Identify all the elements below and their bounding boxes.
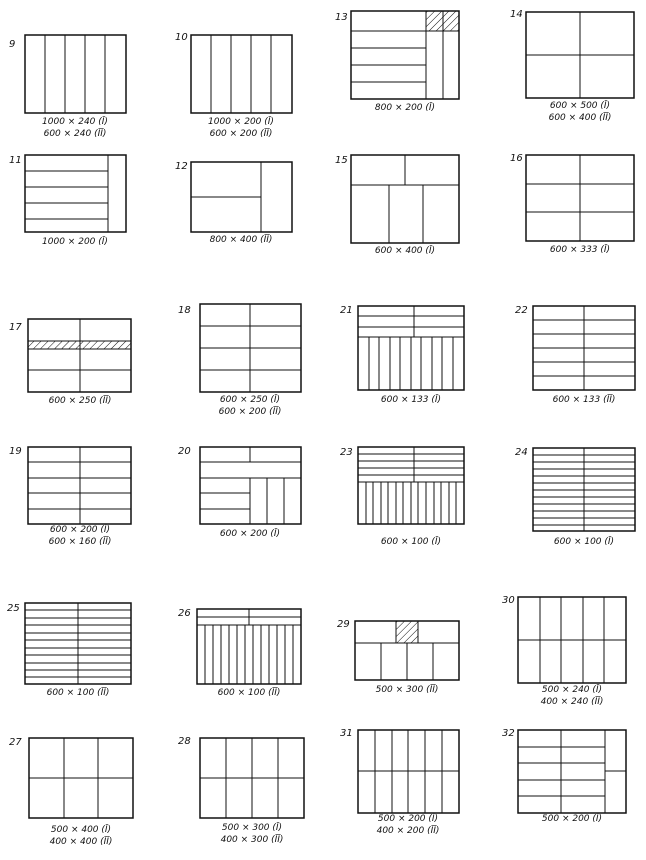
size-label: 400 × 200 (ĪĪ) [376, 826, 440, 836]
size-label: 600 × 500 (Ī) [549, 101, 611, 111]
size-label: 500 × 240 (Ī) [541, 685, 603, 695]
diagram-number: 18 [178, 305, 191, 316]
size-label: 600 × 100 (ĪĪ) [217, 688, 281, 698]
size-label: 800 × 200 (Ī) [374, 103, 436, 113]
size-label: 500 × 300 (ĪĪ) [375, 685, 439, 695]
diagram-11 [9, 155, 126, 247]
panel-outline [191, 35, 292, 113]
size-label: 600 × 240 (ĪĪ) [43, 129, 107, 139]
diagram-13 [335, 11, 459, 113]
diagram-number: 28 [178, 736, 191, 747]
diagram-31 [340, 728, 459, 836]
diagram-18 [178, 304, 301, 417]
size-label: 500 × 300 (Ī) [221, 823, 283, 833]
size-label: 500 × 200 (Ī) [541, 814, 603, 824]
size-label: 1000 × 200 (Ī) [42, 237, 108, 247]
size-label: 400 × 300 (ĪĪ) [220, 835, 284, 845]
diagram-number: 24 [515, 447, 528, 458]
diagram-26 [178, 608, 301, 698]
size-label: 600 × 100 (Ī) [380, 537, 442, 547]
diagram-number: 11 [9, 155, 22, 166]
size-label: 600 × 250 (Ī) [219, 395, 281, 405]
panel-outline [25, 155, 126, 232]
panel-outline [25, 35, 126, 113]
size-label: 600 × 160 (ĪĪ) [48, 537, 112, 547]
diagram-number: 15 [335, 155, 348, 166]
diagram-30 [502, 595, 626, 707]
diagram-15 [335, 155, 459, 256]
diagram-32 [502, 728, 626, 824]
diagram-22 [515, 305, 635, 405]
diagram-21 [340, 305, 464, 405]
size-label: 600 × 250 (ĪĪ) [48, 396, 112, 406]
size-label: 600 × 100 (Ī) [553, 537, 615, 547]
diagram-29 [337, 619, 459, 695]
waste-hatch [396, 621, 418, 643]
diagram-25 [7, 603, 131, 698]
size-label: 600 × 100 (ĪĪ) [46, 688, 110, 698]
diagram-number: 29 [337, 619, 350, 630]
diagram-28 [178, 736, 304, 845]
size-label: 1000 × 240 (Ī) [42, 117, 108, 127]
diagram-20 [178, 446, 301, 539]
size-label: 600 × 400 (Ī) [374, 246, 436, 256]
diagram-12 [175, 161, 292, 245]
diagram-number: 19 [9, 446, 22, 457]
size-label: 600 × 200 (ĪĪ) [209, 129, 273, 139]
diagram-23 [340, 447, 464, 547]
diagram-14 [510, 9, 634, 123]
size-label: 800 × 400 (ĪĪ) [209, 235, 273, 245]
size-label: 500 × 200 (Ī) [377, 814, 439, 824]
diagram-number: 30 [502, 595, 515, 606]
diagram-9 [9, 35, 126, 139]
diagram-number: 26 [178, 608, 191, 619]
size-label: 600 × 133 (Ī) [380, 395, 442, 405]
size-label: 400 × 240 (ĪĪ) [540, 697, 604, 707]
diagram-number: 14 [510, 9, 523, 20]
diagram-number: 17 [9, 322, 22, 333]
size-label: 600 × 400 (ĪĪ) [548, 113, 612, 123]
diagram-10 [175, 32, 292, 139]
diagram-number: 9 [9, 39, 16, 50]
diagram-number: 12 [175, 161, 188, 172]
diagram-number: 21 [340, 305, 353, 316]
diagram-number: 16 [510, 153, 523, 164]
size-label: 600 × 333 (Ī) [549, 245, 611, 255]
diagram-number: 10 [175, 32, 188, 43]
diagram-19 [9, 446, 131, 547]
diagram-number: 25 [7, 603, 20, 614]
size-label: 600 × 200 (Ī) [49, 525, 111, 535]
diagram-number: 27 [9, 737, 22, 748]
diagram-17 [9, 319, 131, 406]
size-label: 600 × 133 (ĪĪ) [552, 395, 616, 405]
diagram-24 [515, 447, 635, 547]
size-label: 500 × 400 (Ī) [50, 825, 112, 835]
size-label: 600 × 200 (ĪĪ) [218, 407, 282, 417]
size-label: 1000 × 200 (Ī) [208, 117, 274, 127]
diagram-number: 31 [340, 728, 353, 739]
diagram-number: 22 [515, 305, 528, 316]
diagram-number: 20 [178, 446, 191, 457]
diagram-16 [510, 153, 634, 255]
size-label: 600 × 200 (Ī) [219, 529, 281, 539]
diagram-27 [9, 737, 133, 847]
diagram-number: 23 [340, 447, 353, 458]
diagram-number: 13 [335, 12, 348, 23]
diagram-number: 32 [502, 728, 515, 739]
size-label: 400 × 400 (ĪĪ) [49, 837, 113, 847]
